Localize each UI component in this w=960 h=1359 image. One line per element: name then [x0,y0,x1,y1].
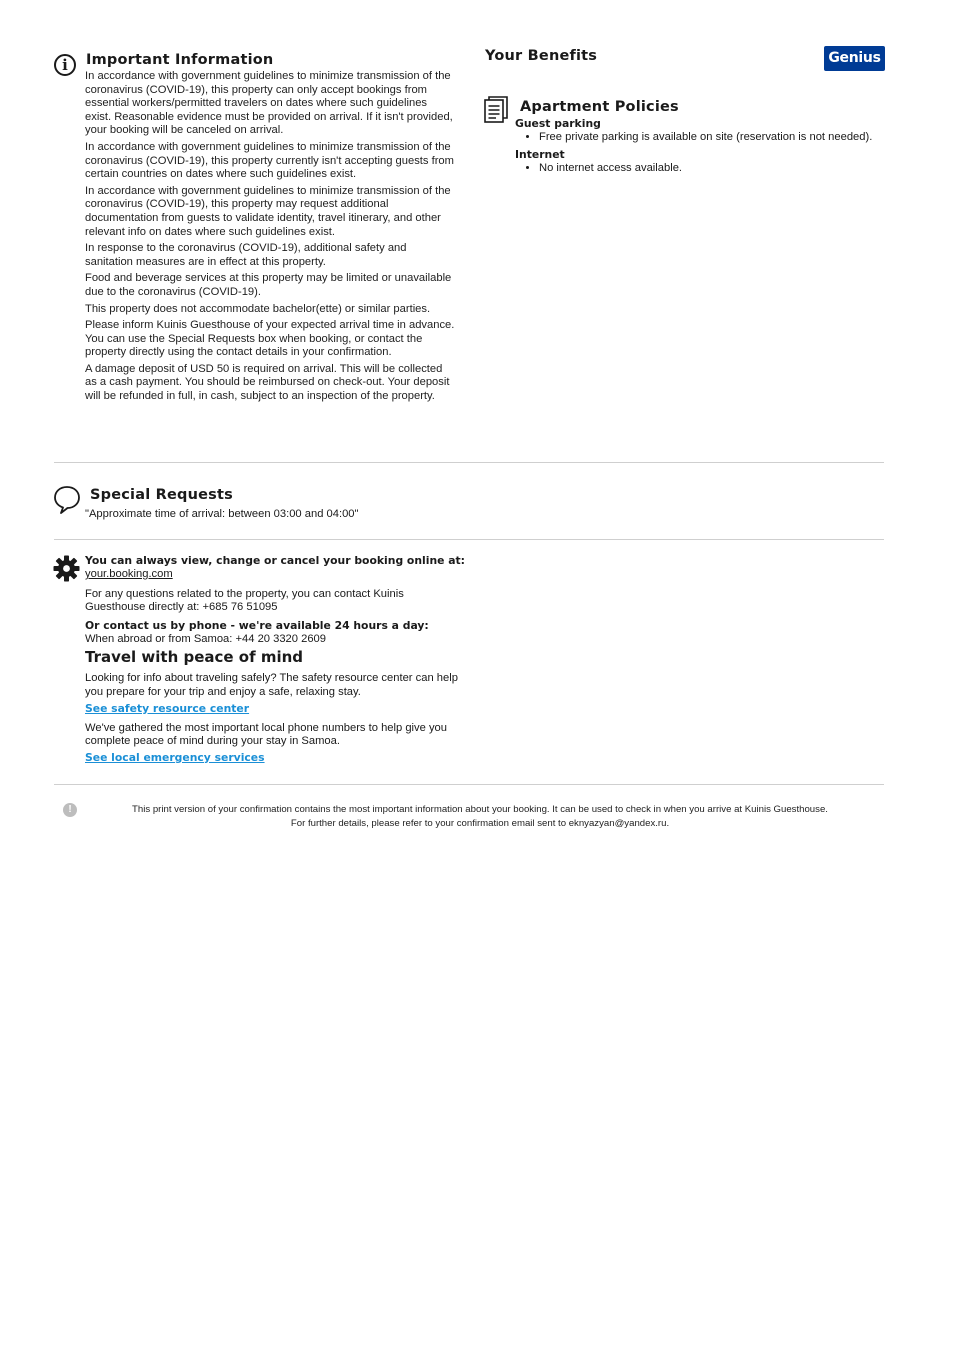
print-notice-line-2: For further details, please refer to your confirmation email sent to eknyazyan@yandex.ru. [290,818,670,829]
info-paragraph: In response to the coronavirus (COVID-19), additional safety and sanitation measures are in effect at this property. [85,242,407,268]
info-paragraph: Food and beverage services at this property may be limited or unavailable due to the coronavirus (COVID-19). [85,272,452,298]
apartment-policies-list [515,117,885,178]
section-divider [54,539,884,540]
booking-site-link[interactable]: your.booking.com [85,568,173,580]
info-paragraph: This property does not accommodate bachelor(ette) or similar parties. [85,302,431,315]
important-information-title: Important Information [86,52,274,68]
apartment-policies-title: Apartment Policies [520,99,679,115]
special-requests-text: "Approximate time of arrival: between 03:00 and 04:00" [85,508,359,520]
section-divider [54,462,884,463]
print-notice-line-1: This print version of your confirmation contains the most important information about your booking. It can be used to check in when you arrive at Kuinis Guesthouse. [132,804,828,815]
info-paragraph: In accordance with government guidelines to minimize transmission of the coronavirus (COVID-19), this property currently isn't accepting guests from certain countries on dates where such guidelines exist. [85,140,454,181]
genius-badge: Genius [824,46,885,71]
policy-item: • No internet access available. [539,162,885,176]
info-paragraph: Please inform Kuinis Guesthouse of your expected arrival time in advance. You can use the Special Requests box when booking, or contact the property directly using the contact details in your confirmation. [85,319,455,359]
travel-peace-title: Travel with peace of mind [85,648,304,667]
document-list-icon [484,96,508,124]
emergency-info-text: We've gathered the most important local phone numbers to help give you complete peace of mind during your stay in Samoa. [85,721,448,748]
info-paragraph: In accordance with government guidelines to minimize transmission of the coronavirus (COVID-19), this property may request additional documentation from guests to validate identity, travel itinerary, and other relevant info on dates where such guidelines exist. [85,184,451,238]
print-version-notice [60,803,900,831]
manage-booking-section [85,554,465,765]
local-emergency-services-link[interactable]: See local emergency services [85,750,265,764]
policy-items-guest-parking [515,131,885,145]
your-benefits-title: Your Benefits [485,48,598,64]
policy-items-internet [515,162,885,176]
important-information-paragraphs [85,70,455,407]
safety-resource-center-link[interactable]: See safety resource center [85,701,250,715]
section-divider [54,784,884,785]
policy-label-guest-parking: Guest parking [515,117,601,130]
manage-booking-heading: You can always view, change or cancel your booking online at: [85,554,465,567]
info-paragraph: In accordance with government guidelines to minimize transmission of the coronavirus (COVID-19), this property can only accept bookings from essential workers/permitted travelers on dates where such guidelines exist. Reasonable evidence must be provided on arrival. If it isn't provided, your booking will be canceled on arrival. [85,70,453,137]
policy-label-internet: Internet [515,147,565,161]
speech-bubble-icon [53,485,81,515]
property-contact-text: For any questions related to the property, you can contact Kuinis Guesthouse directly at: +685 76 51095 [85,587,404,614]
info-icon: i [54,54,76,76]
info-paragraph: A damage deposit of USD 50 is required on arrival. This will be collected as a cash payment. You should be reimbursed on check-out. Your deposit will be refunded in full, in cash, subject to an inspection of the property. [85,362,450,403]
gear-icon [53,555,80,582]
phone-contact-heading: Or contact us by phone - we're available 24 hours a day: [85,618,429,632]
special-requests-title: Special Requests [90,487,233,503]
phone-contact-text: When abroad or from Samoa: +44 20 3320 2609 [85,632,327,645]
safety-info-text: Looking for info about traveling safely? The safety resource center can help you prepare for your trip and enjoy a safe, relaxing stay. [85,672,458,698]
policy-item: • Free private parking is available on site (reservation is not needed). [539,131,885,145]
exclamation-icon: ! [63,803,77,817]
